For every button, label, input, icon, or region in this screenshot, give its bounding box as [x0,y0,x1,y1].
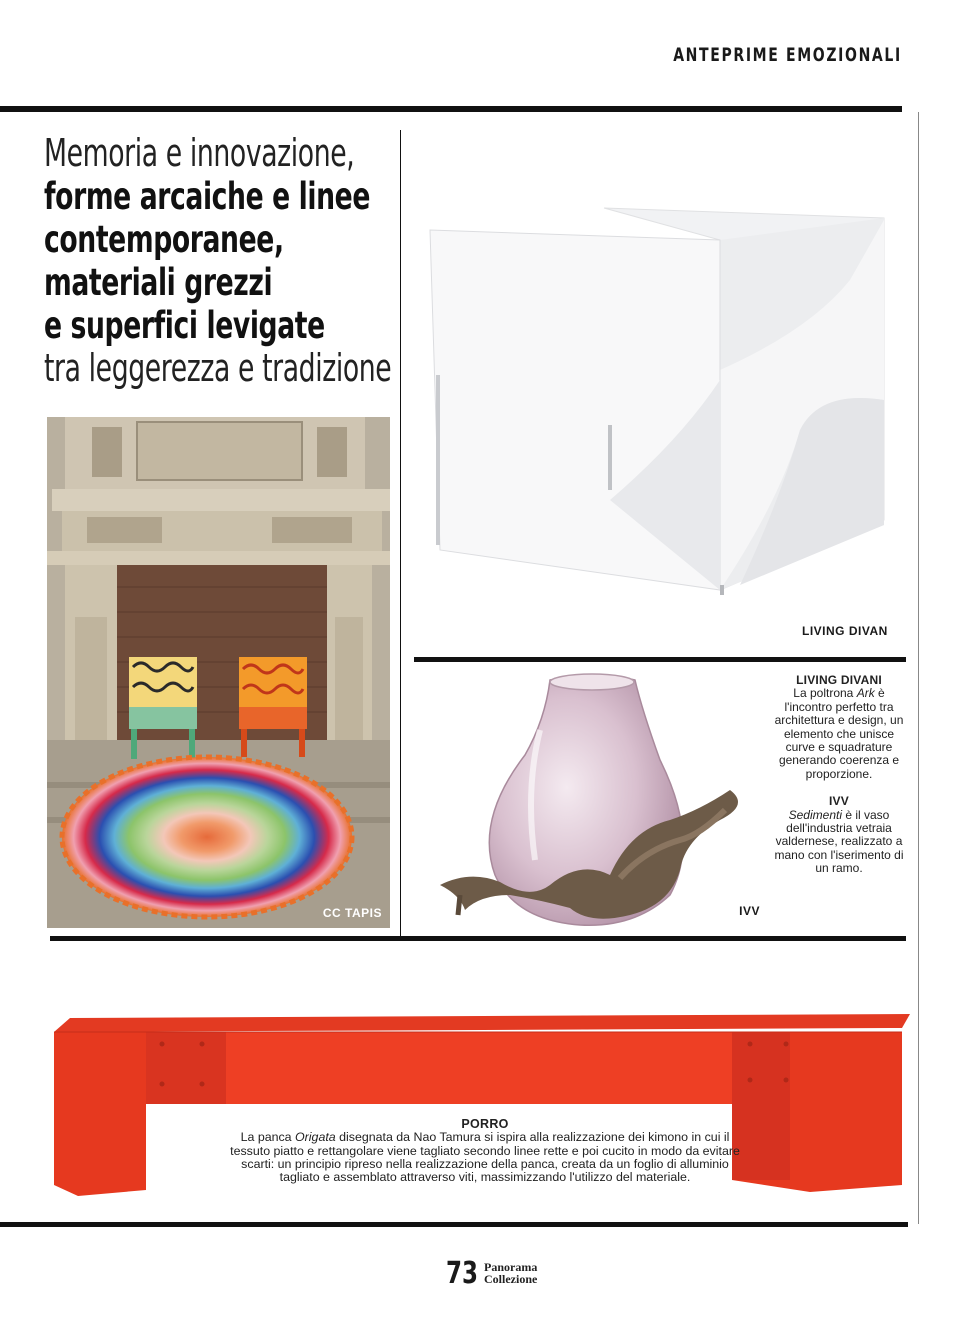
intro-line-4: materiali grezzi [44,261,273,304]
bench-product-name: Origata [295,1130,336,1145]
fireplace-photo [47,417,390,928]
brand-line-1: Panorama [484,1260,538,1274]
armchair-caption: LIVING DIVAN [802,624,888,638]
magazine-brand [484,1261,537,1285]
armchair-illustration [420,200,895,605]
intro-line-1: Memoria e innovazione, [44,131,355,175]
fireplace-caption: CC TAPIS [322,906,382,920]
product-descriptions [770,674,908,876]
vase-illustration [430,670,760,932]
section-title: ANTEPRIME EMOZIONALI [673,44,902,66]
living-product-name: Ark [856,686,875,701]
bench-description [230,1118,740,1184]
ivv-text: Sedimenti è il vaso dell'industria vetraia valdernese, realizzato a mano con l'iserimento di un ramo. [774,807,904,876]
lower-rule [50,936,906,941]
living-divani-heading: LIVING DIVANI [796,673,882,687]
brand-line-2: Collezione [484,1272,538,1286]
column-divider [400,130,401,936]
living-divani-text: La poltrona Ark è l'incontro perfetto tra architettura e design, un elemento che unisce curve e squadrature generando coerenza e proporzione. [774,686,904,781]
top-rule [0,106,902,112]
vase-caption: IVV [739,904,760,918]
porro-heading: PORRO [461,1117,509,1131]
bottom-rule [0,1222,908,1227]
intro-headline [44,132,394,390]
mid-rule [414,657,906,662]
right-edge-line [918,112,919,1224]
fireplace-illustration [47,417,390,928]
ivv-heading: IVV [829,794,849,809]
vase-photo [430,670,760,932]
ivv-product-name: Sedimenti [788,807,842,822]
intro-line-5: e superfici levigate [44,304,325,347]
armchair-photo [420,200,895,605]
porro-text: La panca Origata disegnata da Nao Tamura si ispira alla realizzazione dei kimono in cui il tessuto piatto e rettangolare viene tagliato secondo linee rette e poi cucito in modo da evitare scarti: un principio ripreso nella realizzazione della panca, creata da un foglio di alluminio tagliato e assemblato attraverso viti, massimizzando l'utilizzo del materiale. [230,1130,740,1185]
page-number: 73 [446,1256,478,1291]
intro-line-6: tra leggerezza e tradizione [44,346,392,390]
intro-line-3: contemporanee, [44,218,284,261]
intro-line-2: forme arcaiche e linee [44,175,371,218]
